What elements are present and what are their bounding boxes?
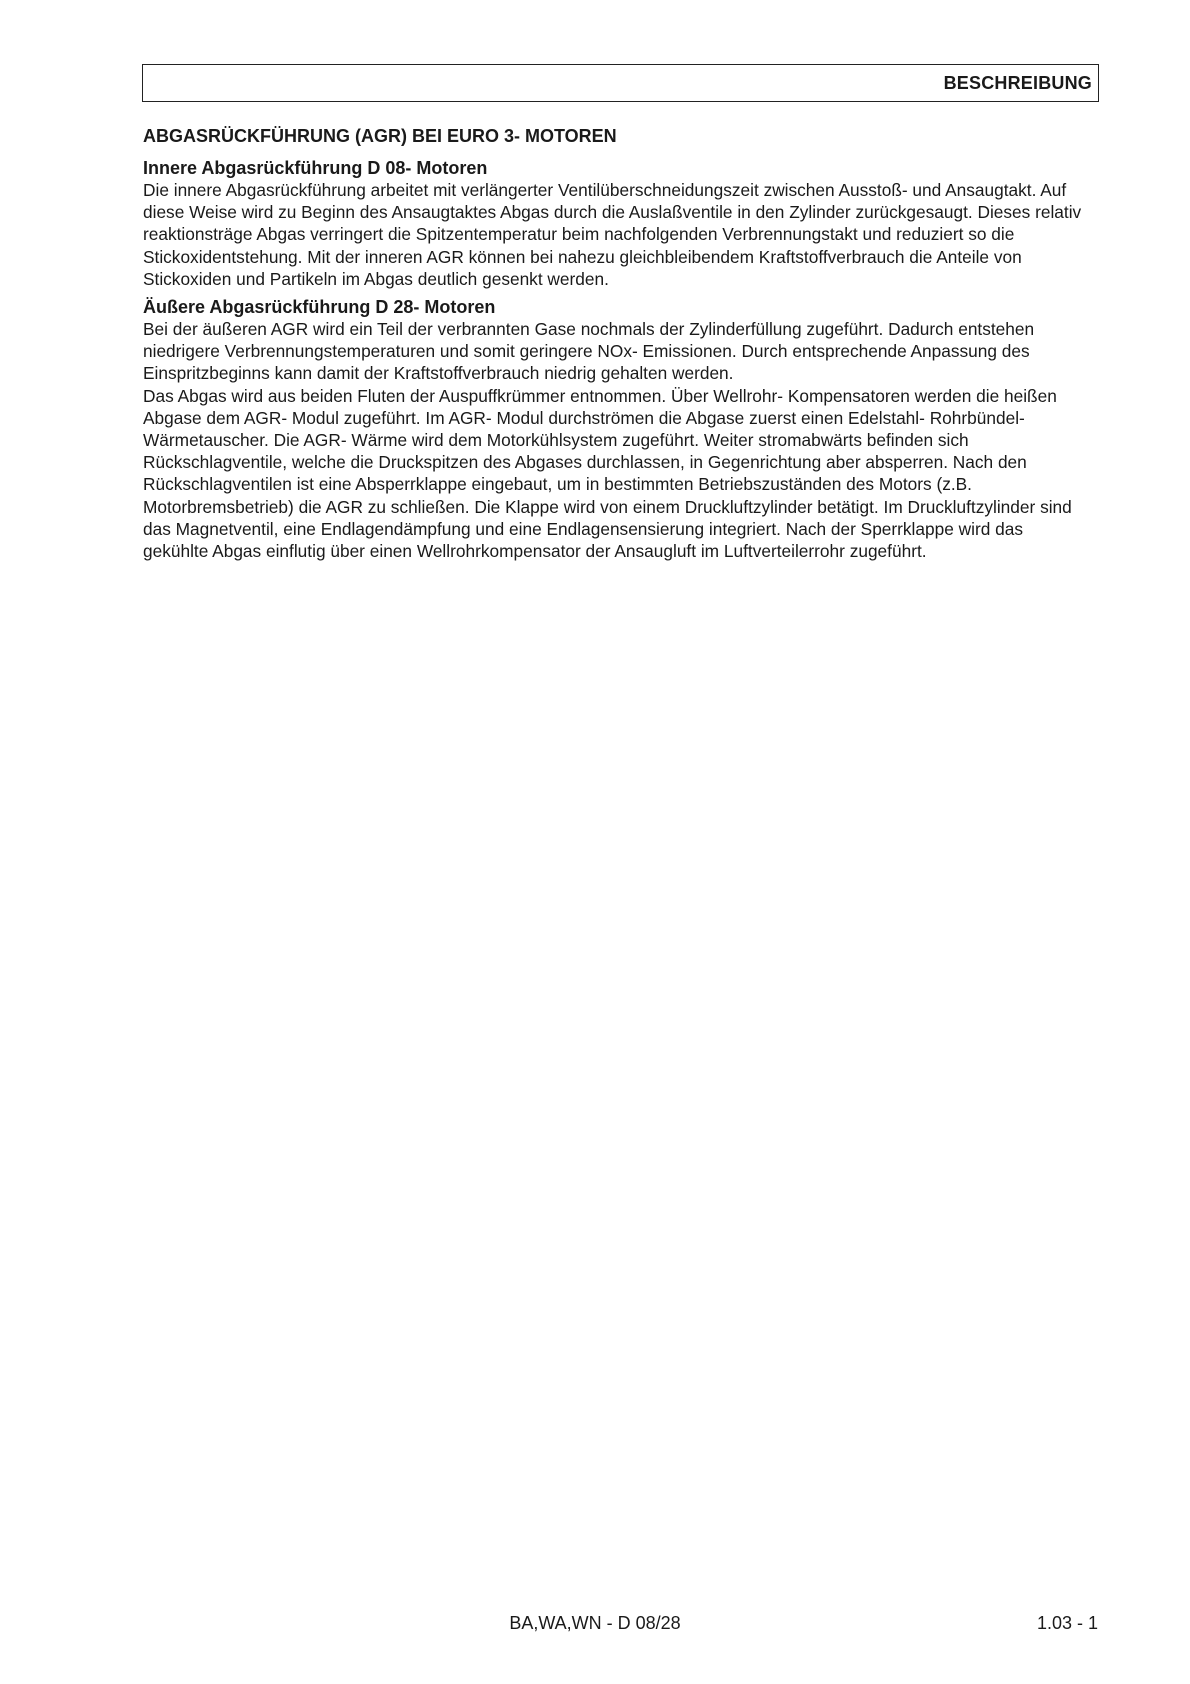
section-outer-egr xyxy=(143,296,1093,562)
paragraph: Die innere Abgasrückführung arbeitet mit verlängerter Ventilüberschneidungszeit zwischen Ausstoß- und Ansaugtakt. Auf diese Weise wird zu Beginn des Ansaugtaktes Abgas durch die Auslaßventile in den Zylinder zurückgesaugt. Dieses relativ reaktionsträge Abgas verringert die Spitzentemperatur beim nachfolgenden Verbrennungstakt und reduziert so die Stickoxidentstehung. Mit der inneren AGR können bei nahezu gleichbleibendem Kraftstoffverbrauch die Anteile von Stickoxiden und Partikeln im Abgas deutlich gesenkt werden. xyxy=(143,180,1082,289)
section-heading: Äußere Abgasrückführung D 28- Motoren xyxy=(143,297,496,318)
footer-page-number: 1.03 - 1 xyxy=(1036,1613,1098,1633)
page-title: ABGASRÜCKFÜHRUNG (AGR) BEI EURO 3- MOTOREN xyxy=(143,126,617,146)
header-label: BESCHREIBUNG xyxy=(943,73,1092,93)
section-inner-egr xyxy=(143,157,1093,290)
paragraph: Das Abgas wird aus beiden Fluten der Auspuffkrümmer entnommen. Über Wellrohr- Kompensatoren werden die heißen Abgase dem AGR- Modul zugeführt. Im AGR- Modul durchströmen die Abgase zuerst einen Edelstahl- Rohrbündel- Wärmetauscher. Die AGR- Wärme wird dem Motorkühlsystem zugeführt. Weiter stromabwärts befinden sich Rückschlagventile, welche die Druckspitzen des Abgases durchlassen, in Gegenrichtung aber absperren. Nach den Rückschlagventilen ist eine Absperrklappe eingebaut, um in bestimmten Betriebszuständen des Motors (z.B. Motorbremsbetrieb) die AGR zu schließen. Die Klappe wird von einem Druckluftzylinder betätigt. Im Druckluftzylinder sind das Magnetventil, eine Endlagendämpfung und eine Endlagensensierung integriert. Nach der Sperrklappe wird das gekühlte Abgas einflutig über einen Wellrohrkompensator der Ansaugluft im Luftverteilerrohr zugeführt. xyxy=(143,385,1072,562)
section-heading: Innere Abgasrückführung D 08- Motoren xyxy=(143,158,488,178)
paragraph: Bei der äußeren AGR wird ein Teil der verbrannten Gase nochmals der Zylinderfüllung zugeführt. Dadurch entstehen niedrigere Verbrennungstemperaturen und somit geringere NOx- Emissionen. Durch entsprechende Anpassung des Einspritzbeginns kann damit der Kraftstoffverbrauch niedrig gehalten werden. xyxy=(143,319,1035,384)
header-box xyxy=(142,64,1099,102)
footer-model-label: BA,WA,WN - D 08/28 xyxy=(509,1613,681,1633)
document-body xyxy=(143,124,1093,568)
